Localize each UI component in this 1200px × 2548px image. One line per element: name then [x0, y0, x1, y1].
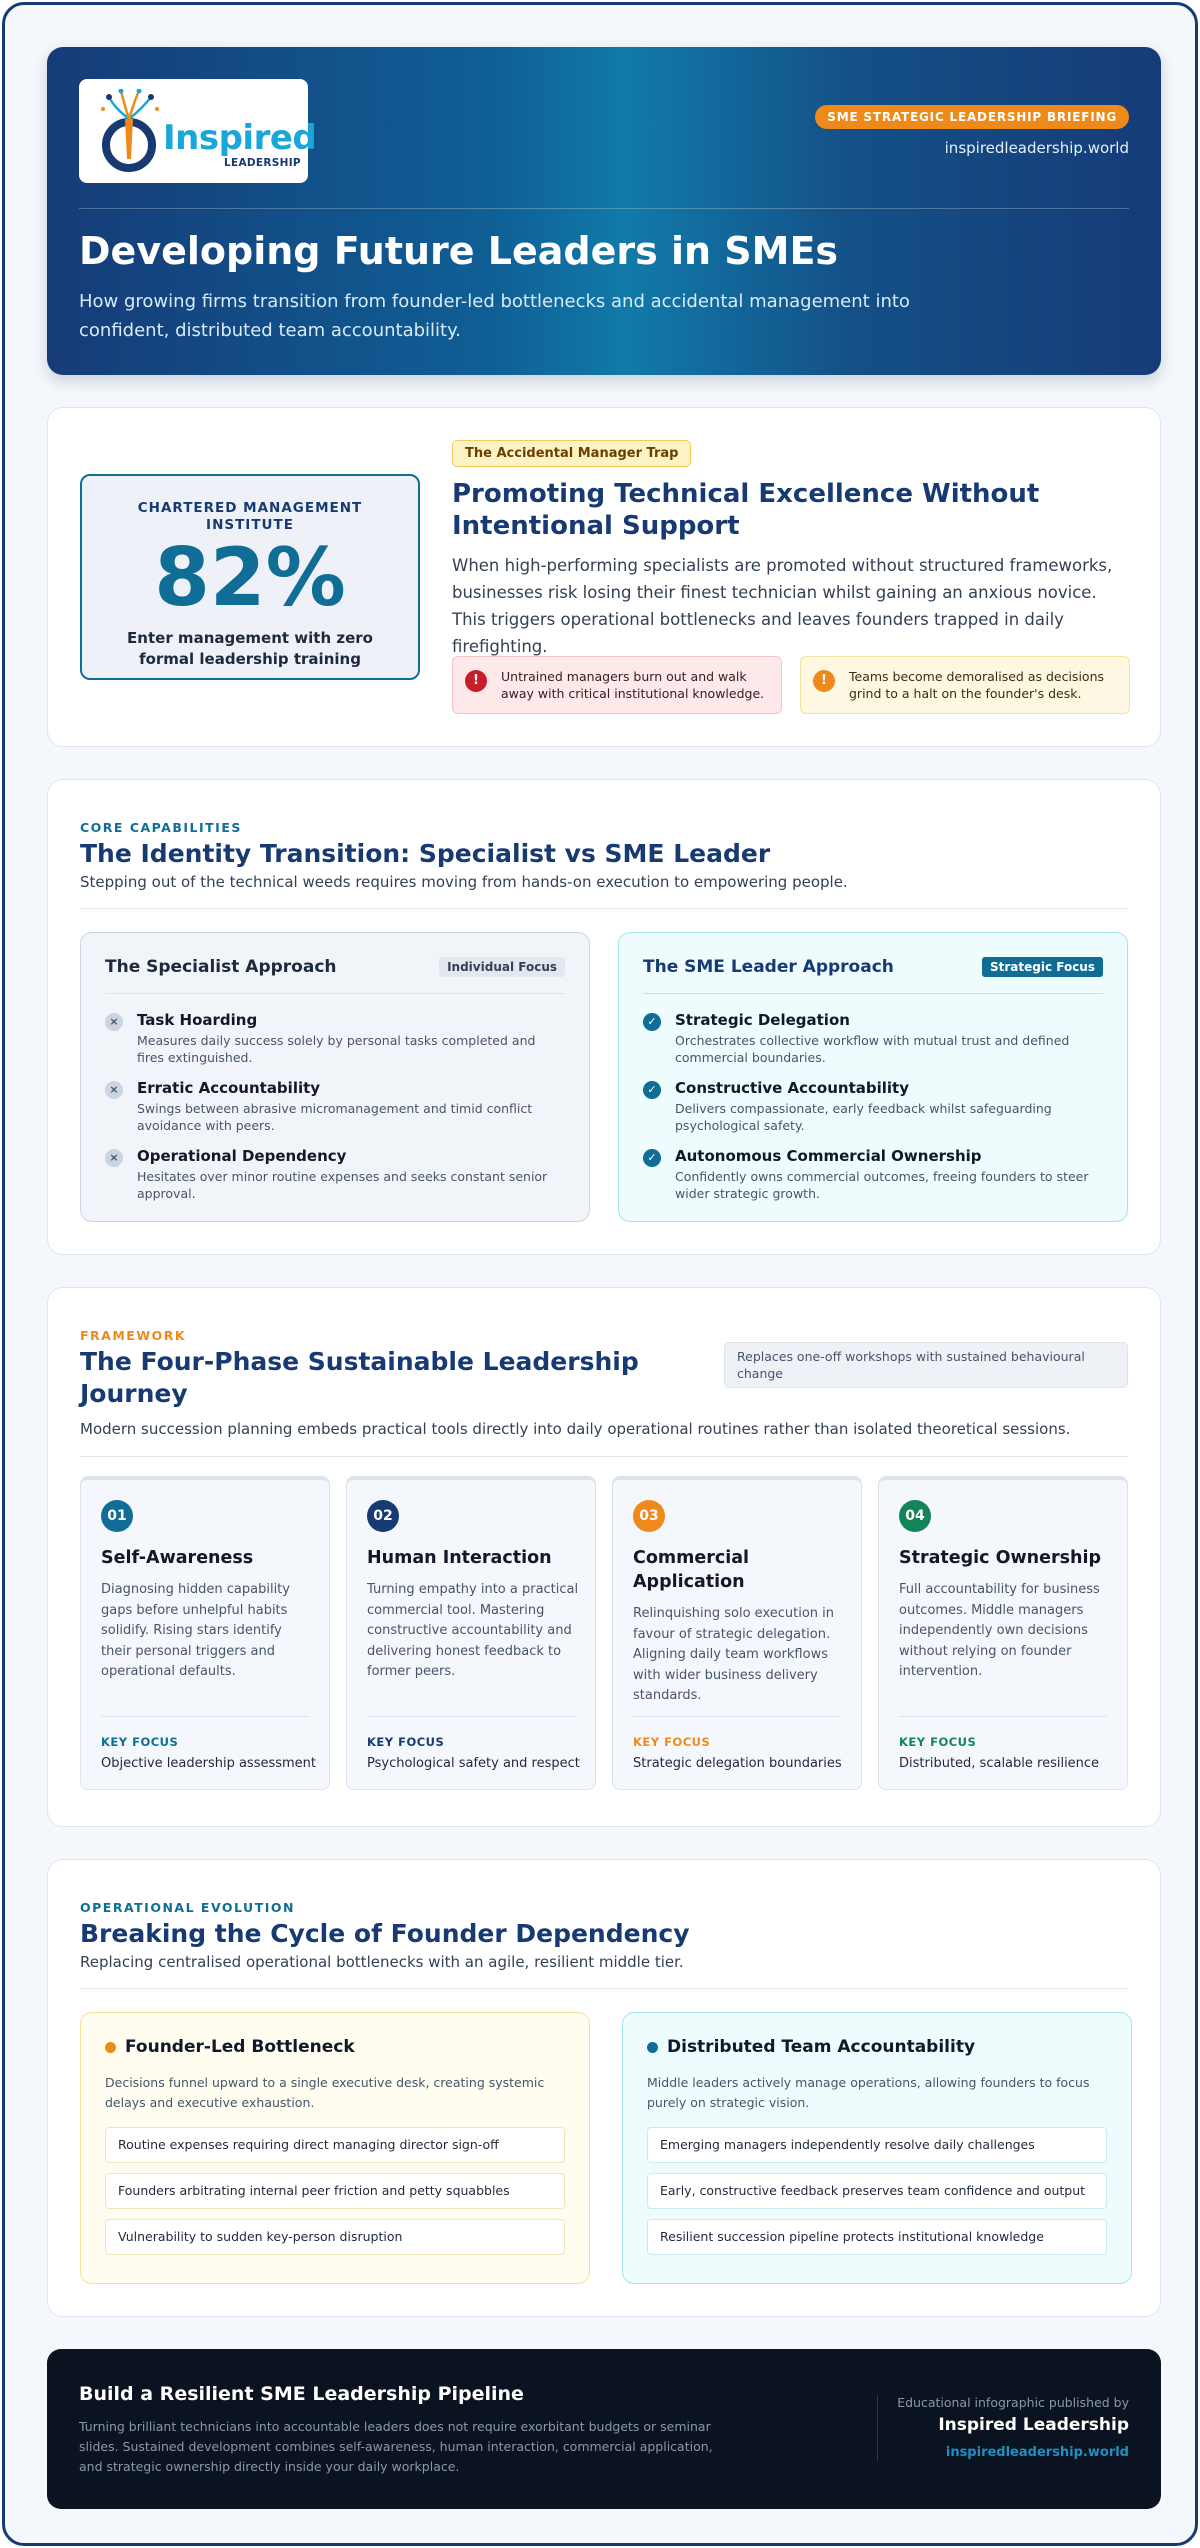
- section-eyebrow: CORE CAPABILITIES: [80, 820, 242, 835]
- list-item: Resilient succession pipeline protects institutional knowledge: [647, 2219, 1107, 2255]
- section-subtitle: Stepping out of the technical weeds requires moving from hands-on execution to empowering people.: [80, 873, 848, 891]
- list-item: Vulnerability to sudden key-person disruption: [105, 2219, 565, 2255]
- page-frame: [2, 2, 1198, 2546]
- item-title: Constructive Accountability: [675, 1079, 910, 1097]
- distributed-accountability-card: [622, 2012, 1132, 2284]
- evolution-heading-label: Distributed Team Accountability: [667, 2037, 976, 2057]
- risk-alert-demoralised: [800, 656, 1130, 714]
- accidental-manager-section: [47, 407, 1161, 747]
- list-item: [105, 1011, 565, 1066]
- phase-desc: Turning empathy into a practical commercial tool. Mastering constructive accountability and delivering honest feedback to former peers.: [367, 1582, 579, 1679]
- item-title: Strategic Delegation: [675, 1011, 850, 1029]
- framework-section: [47, 1287, 1161, 1827]
- key-focus-label: KEY FOCUS: [899, 1735, 977, 1749]
- phase-number: 01: [101, 1500, 133, 1532]
- item-desc: Orchestrates collective workflow with mutual trust and defined commercial boundaries.: [675, 1033, 1070, 1065]
- approach-heading: The SME Leader Approach: [643, 957, 894, 977]
- section-title: The Identity Transition: Specialist vs SME Leader: [80, 839, 771, 868]
- section-subtitle: Replacing centralised operational bottlenecks with an agile, resilient middle tier.: [80, 1953, 684, 1971]
- cross-icon: ×: [105, 1081, 123, 1099]
- section-divider: [80, 1988, 1128, 1989]
- key-focus-value: Strategic delegation boundaries: [633, 1756, 842, 1771]
- founder-bottleneck-card: [80, 2012, 590, 2284]
- section-subtitle: Modern succession planning embeds practical tools directly into daily operational routines rather than isolated theoretical sessions.: [80, 1420, 1071, 1438]
- key-focus-value: Objective leadership assessment: [101, 1756, 317, 1771]
- logo-torch-icon: [99, 89, 161, 173]
- approach-heading: The Specialist Approach: [105, 957, 337, 977]
- approach-tag: Individual Focus: [439, 957, 565, 977]
- phase-card: [346, 1476, 596, 1790]
- phase-desc: Relinquishing solo execution in favour of strategic delegation. Aligning daily team workflows with wider business delivery standards.: [633, 1606, 835, 1703]
- check-icon: ✓: [643, 1149, 661, 1167]
- evolution-heading: [647, 2037, 975, 2057]
- evolution-heading-label: Founder-Led Bottleneck: [125, 2037, 355, 2057]
- alert-text: Teams become demoralised as decisions grind to a halt on the founder's desk.: [849, 669, 1104, 701]
- trap-body: When high-performing specialists are promoted without structured frameworks, businesses risk losing their finest technician whilst gaining an anxious novice. This triggers operational bottlenecks and leaves founders trapped in daily firefighting.: [452, 556, 1113, 656]
- page-title: Developing Future Leaders in SMEs: [79, 229, 839, 273]
- phase-number: 04: [899, 1500, 931, 1532]
- key-focus-label: KEY FOCUS: [367, 1735, 445, 1749]
- item-desc: Measures daily success solely by personal tasks completed and fires extinguished.: [137, 1033, 536, 1065]
- section-title: Breaking the Cycle of Founder Dependency: [80, 1919, 690, 1948]
- key-focus-label: KEY FOCUS: [633, 1735, 711, 1749]
- list-item: Routine expenses requiring direct managing director sign-off: [105, 2127, 565, 2163]
- item-desc: Hesitates over minor routine expenses and seeks constant senior approval.: [137, 1169, 548, 1201]
- core-capabilities-section: [47, 779, 1161, 1255]
- phase-number: 02: [367, 1500, 399, 1532]
- footer-title: Build a Resilient SME Leadership Pipeline: [79, 2383, 524, 2405]
- blue-dot-icon: [647, 2042, 658, 2053]
- phase-divider: [899, 1716, 1107, 1717]
- check-icon: ✓: [643, 1081, 661, 1099]
- list-item: [105, 1079, 565, 1134]
- footer-body: Turning brilliant technicians into accountable leaders does not require exorbitant budgets or seminar slides. Sustained development combines self-awareness, human interaction, commercial application, and strategic ownership directly inside your daily workplace.: [79, 2419, 713, 2474]
- phase-divider: [367, 1716, 575, 1717]
- list-item: Founders arbitrating internal peer friction and petty squabbles: [105, 2173, 565, 2209]
- hero-header: [47, 47, 1161, 375]
- section-divider: [80, 908, 1128, 909]
- section-divider: [80, 1456, 1128, 1457]
- approach-divider: [105, 993, 565, 994]
- footer-published-by: Educational infographic published by: [897, 2395, 1129, 2410]
- risk-alert-burnout: [452, 656, 782, 714]
- briefing-badge: SME STRATEGIC LEADERSHIP BRIEFING: [815, 105, 1129, 129]
- list-item: [643, 1011, 1103, 1066]
- phase-divider: [633, 1716, 841, 1717]
- leader-approach-card: [618, 932, 1128, 1222]
- orange-dot-icon: [105, 2042, 116, 2053]
- list-item: [105, 1147, 565, 1202]
- item-desc: Swings between abrasive micromanagement and timid conflict avoidance with peers.: [137, 1101, 533, 1133]
- evolution-heading: [105, 2037, 355, 2057]
- footer-brand: Inspired Leadership: [938, 2415, 1129, 2435]
- approach-tag: Strategic Focus: [982, 957, 1103, 977]
- item-title: Task Hoarding: [137, 1011, 258, 1029]
- logo-subtitle: LEADERSHIP: [224, 157, 301, 169]
- list-item: [643, 1147, 1103, 1202]
- check-icon: ✓: [643, 1013, 661, 1031]
- phase-number: 03: [633, 1500, 665, 1532]
- phase-title: Human Interaction: [367, 1548, 552, 1568]
- cross-icon: ×: [105, 1013, 123, 1031]
- phase-card: [80, 1476, 330, 1790]
- phase-desc: Full accountability for business outcomes. Middle managers independently own decisions without relying on founder intervention.: [899, 1582, 1100, 1679]
- stat-callout: [80, 474, 420, 680]
- phase-desc: Diagnosing hidden capability gaps before unhelpful habits solidify. Rising stars identify their personal triggers and operational defaults.: [101, 1582, 290, 1679]
- footer-url-link[interactable]: inspiredleadership.world: [945, 2445, 1129, 2460]
- list-item: [643, 1079, 1103, 1134]
- section-eyebrow: FRAMEWORK: [80, 1328, 187, 1343]
- item-desc: Confidently owns commercial outcomes, freeing founders to steer wider strategic growth.: [675, 1169, 1089, 1201]
- key-focus-value: Psychological safety and respect: [367, 1756, 580, 1771]
- section-eyebrow: OPERATIONAL EVOLUTION: [80, 1900, 295, 1915]
- item-title: Erratic Accountability: [137, 1079, 321, 1097]
- logo: [79, 79, 317, 183]
- footer: [47, 2349, 1161, 2509]
- phase-card: [612, 1476, 862, 1790]
- key-focus-value: Distributed, scalable resilience: [899, 1756, 1100, 1771]
- key-focus-label: KEY FOCUS: [101, 1735, 179, 1749]
- trap-title: Promoting Technical Excellence Without Intentional Support: [452, 479, 1040, 541]
- approach-divider: [643, 993, 1103, 994]
- operational-evolution-section: [47, 1859, 1161, 2317]
- cross-icon: ×: [105, 1149, 123, 1167]
- evolution-desc: Middle leaders actively manage operations, allowing founders to focus purely on strategic vision.: [647, 2075, 1090, 2110]
- footer-divider: [877, 2395, 878, 2461]
- logo-wordmark: Inspired: [163, 118, 317, 158]
- section-title: The Four-Phase Sustainable Leadership Journey: [80, 1347, 639, 1408]
- phase-title: Commercial Application: [633, 1548, 750, 1592]
- stat-value: 82%: [154, 531, 346, 624]
- list-item: Emerging managers independently resolve daily challenges: [647, 2127, 1107, 2163]
- item-title: Autonomous Commercial Ownership: [675, 1147, 982, 1165]
- trap-badge: The Accidental Manager Trap: [452, 440, 691, 467]
- item-desc: Delivers compassionate, early feedback whilst safeguarding psychological safety.: [675, 1101, 1052, 1133]
- header-url-link[interactable]: inspiredleadership.world: [944, 139, 1129, 157]
- list-item: Early, constructive feedback preserves team confidence and output: [647, 2173, 1107, 2209]
- evolution-desc: Decisions funnel upward to a single executive desk, creating systemic delays and executive exhaustion.: [105, 2075, 545, 2110]
- item-title: Operational Dependency: [137, 1147, 347, 1165]
- framework-note: Replaces one-off workshops with sustained behavioural change: [724, 1342, 1128, 1388]
- alert-icon: !: [465, 670, 487, 692]
- phase-divider: [101, 1716, 309, 1717]
- stat-source: CHARTERED MANAGEMENT INSTITUTE: [137, 500, 363, 533]
- stat-label: Enter management with zero formal leadership training: [127, 629, 373, 668]
- phase-title: Self-Awareness: [101, 1548, 254, 1568]
- header-divider: [79, 208, 1129, 209]
- phase-title: Strategic Ownership: [899, 1548, 1102, 1568]
- alert-text: Untrained managers burn out and walk away with critical institutional knowledge.: [501, 669, 765, 701]
- warning-icon: !: [813, 670, 835, 692]
- page-subtitle: How growing firms transition from founder-led bottlenecks and accidental management into confident, distributed team accountability.: [79, 291, 910, 341]
- phase-card: [878, 1476, 1128, 1790]
- specialist-approach-card: [80, 932, 590, 1222]
